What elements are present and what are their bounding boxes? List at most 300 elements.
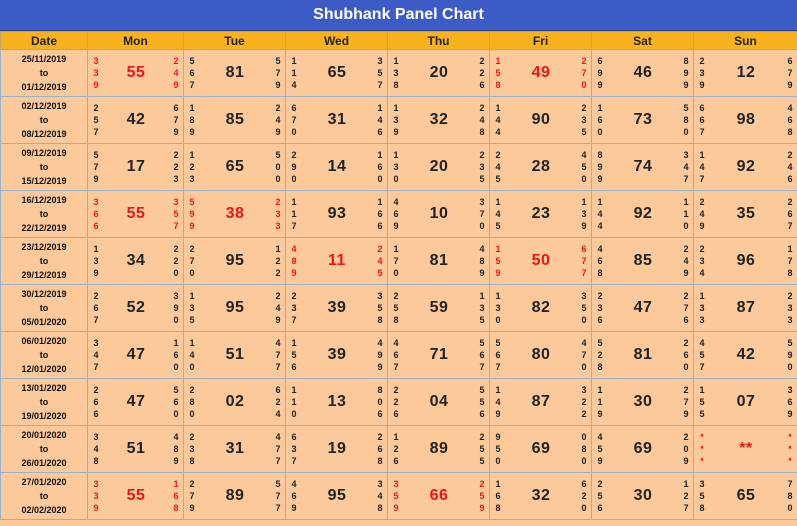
close-panel-digits: [477, 337, 487, 373]
day-cell: [490, 97, 592, 144]
panel-digit: 3: [393, 115, 399, 125]
panel-digit: 5: [275, 56, 281, 66]
week-row: [1, 285, 797, 332]
panel-digit: 2: [189, 162, 195, 172]
date-range: [1, 473, 88, 520]
panel-digit: 8: [683, 56, 689, 66]
date-separator: to: [39, 444, 49, 454]
jodi-number: 34: [126, 252, 146, 269]
panel-digit: 4: [393, 338, 399, 348]
jodi-number: 47: [633, 299, 653, 316]
panel-digit: 4: [291, 80, 297, 90]
panel-digit: 2: [683, 491, 689, 501]
jodi-number: 42: [126, 111, 146, 128]
panel-digit: 2: [581, 397, 587, 407]
panel-digit: 2: [377, 432, 383, 442]
panel-digit: 6: [291, 103, 297, 113]
open-panel-digits: [187, 290, 197, 326]
panel-digit: 3: [93, 432, 99, 442]
jodi-number: 87: [531, 393, 551, 410]
date-to: 05/01/2020: [21, 317, 67, 327]
close-panel-digits: [579, 478, 589, 514]
day-cell: [490, 473, 592, 520]
panel-table: [0, 31, 797, 520]
panel-digit: 0: [189, 268, 195, 278]
close-panel-digits: [579, 196, 589, 232]
open-panel-digits: [91, 149, 101, 185]
day-cell: [694, 426, 797, 473]
panel-digit: 8: [699, 503, 705, 513]
day-cell: [592, 97, 694, 144]
jodi-number: 23: [531, 205, 551, 222]
panel-digit: 3: [393, 479, 399, 489]
panel-digit: 4: [479, 244, 485, 254]
panel-digit: 4: [787, 162, 793, 172]
day-cell: [286, 332, 388, 379]
header-sat: Sat: [592, 32, 694, 50]
panel-digit: 4: [377, 491, 383, 501]
panel-digit: 4: [377, 256, 383, 266]
panel-digit: 6: [93, 303, 99, 313]
panel-digit: 4: [495, 162, 501, 172]
panel-digit: 0: [393, 174, 399, 184]
jodi-number: 71: [429, 346, 449, 363]
jodi-number: 74: [633, 158, 653, 175]
panel-digit: 1: [495, 56, 501, 66]
day-cell: [88, 285, 184, 332]
panel-digit: 3: [479, 162, 485, 172]
panel-digit: 8: [479, 256, 485, 266]
panel-digit: 9: [275, 127, 281, 137]
panel-digit: 9: [597, 80, 603, 90]
day-cell: [184, 285, 286, 332]
panel-digit: 8: [581, 444, 587, 454]
date-separator: to: [39, 209, 49, 219]
day-cell: [184, 238, 286, 285]
close-panel-digits: [477, 478, 487, 514]
panel-digit: 2: [699, 56, 705, 66]
day-cell: [88, 473, 184, 520]
date-separator: to: [39, 162, 49, 172]
panel-digit: 3: [479, 303, 485, 313]
date-separator: to: [39, 256, 49, 266]
jodi-number: 47: [126, 393, 146, 410]
open-panel-digits: [187, 478, 197, 514]
day-cell: [286, 238, 388, 285]
panel-digit: 3: [377, 291, 383, 301]
panel-digit: 7: [275, 350, 281, 360]
panel-digit: 2: [581, 56, 587, 66]
date-from: 30/12/2019: [21, 289, 67, 299]
panel-digit: 2: [581, 103, 587, 113]
panel-digit: 7: [787, 68, 793, 78]
date-to: 08/12/2019: [21, 129, 67, 139]
panel-digit: 3: [189, 174, 195, 184]
panel-digit: 1: [291, 197, 297, 207]
panel-digit: 2: [189, 479, 195, 489]
panel-digit: 2: [683, 385, 689, 395]
open-panel-digits: [187, 431, 197, 467]
open-panel-digits: [187, 196, 197, 232]
panel-digit: 7: [699, 127, 705, 137]
panel-digit: 7: [291, 315, 297, 325]
panel-digit: 3: [581, 291, 587, 301]
jodi-number: 30: [633, 393, 653, 410]
panel-digit: 1: [291, 338, 297, 348]
close-panel-digits: [171, 290, 181, 326]
panel-digit: 4: [597, 221, 603, 231]
panel-digit: 4: [699, 268, 705, 278]
week-row: [1, 144, 797, 191]
panel-digit: 3: [93, 68, 99, 78]
jodi-number: **: [739, 440, 753, 457]
date-to: 15/12/2019: [21, 176, 67, 186]
day-cell: [694, 379, 797, 426]
close-panel-digits: [375, 478, 385, 514]
day-cell: [592, 426, 694, 473]
date-range: [1, 144, 88, 191]
panel-digit: 2: [173, 150, 179, 160]
open-panel-digits: [91, 55, 101, 91]
panel-digit: 3: [93, 491, 99, 501]
panel-digit: 4: [683, 256, 689, 266]
panel-digit: 1: [393, 56, 399, 66]
panel-digit: 0: [377, 174, 383, 184]
jodi-number: 92: [736, 158, 756, 175]
close-panel-digits: [477, 196, 487, 232]
open-panel-digits: [493, 102, 503, 138]
panel-digit: 6: [93, 209, 99, 219]
panel-digit: 5: [479, 338, 485, 348]
panel-digit: 8: [173, 444, 179, 454]
close-panel-digits: [579, 290, 589, 326]
panel-digit: 4: [275, 338, 281, 348]
close-panel-digits: [785, 478, 795, 514]
panel-digit: 3: [787, 315, 793, 325]
panel-digit: 3: [93, 197, 99, 207]
panel-digit: 6: [683, 350, 689, 360]
panel-digit: 9: [787, 350, 793, 360]
jodi-number: 69: [633, 440, 653, 457]
close-panel-digits: [579, 431, 589, 467]
panel-digit: 4: [597, 209, 603, 219]
panel-digit: 3: [189, 303, 195, 313]
panel-digit: 9: [275, 315, 281, 325]
panel-digit: 1: [393, 150, 399, 160]
panel-digit: 0: [189, 409, 195, 419]
panel-digit: 7: [291, 115, 297, 125]
jodi-number: 19: [327, 440, 347, 457]
close-panel-digits: [375, 243, 385, 279]
panel-digit: 5: [479, 456, 485, 466]
week-row: [1, 97, 797, 144]
day-cell: [490, 144, 592, 191]
close-panel-digits: [579, 337, 589, 373]
day-cell: [592, 238, 694, 285]
panel-digit: 5: [377, 303, 383, 313]
open-panel-digits: [91, 384, 101, 420]
open-panel-digits: [493, 149, 503, 185]
close-panel-digits: [681, 149, 691, 185]
day-cell: [388, 97, 490, 144]
jodi-number: 10: [429, 205, 449, 222]
panel-digit: 5: [495, 68, 501, 78]
panel-digit: 0: [377, 397, 383, 407]
panel-digit: 6: [377, 444, 383, 454]
date-from: 09/12/2019: [21, 148, 67, 158]
close-panel-digits: [375, 290, 385, 326]
panel-digit: 1: [597, 197, 603, 207]
date-range: [1, 285, 88, 332]
panel-digit: 5: [479, 444, 485, 454]
date-from: 13/01/2020: [21, 383, 67, 393]
panel-digit: 3: [173, 291, 179, 301]
panel-digit: 6: [581, 479, 587, 489]
panel-digit: 1: [597, 397, 603, 407]
date-separator: to: [39, 303, 49, 313]
panel-digit: 9: [683, 409, 689, 419]
panel-digit: 3: [275, 209, 281, 219]
jodi-number: 92: [633, 205, 653, 222]
panel-digit: 9: [393, 503, 399, 513]
panel-digit: 6: [495, 350, 501, 360]
panel-digit: 6: [581, 244, 587, 254]
close-panel-digits: [681, 290, 691, 326]
panel-digit: 2: [291, 150, 297, 160]
panel-digit: 9: [787, 409, 793, 419]
panel-digit: 3: [683, 150, 689, 160]
panel-digit: 5: [787, 338, 793, 348]
panel-digit: 0: [787, 362, 793, 372]
open-panel-digits: [595, 431, 605, 467]
panel-digit: 5: [597, 444, 603, 454]
open-panel-digits: [595, 384, 605, 420]
date-to: 22/12/2019: [21, 223, 67, 233]
jodi-number: 95: [327, 487, 347, 504]
panel-digit: 8: [787, 268, 793, 278]
close-panel-digits: [477, 55, 487, 91]
panel-digit: 3: [93, 56, 99, 66]
panel-digit: 0: [173, 409, 179, 419]
panel-digit: 9: [393, 221, 399, 231]
panel-digit: 5: [581, 303, 587, 313]
panel-digit: 3: [597, 303, 603, 313]
panel-digit: 2: [787, 197, 793, 207]
close-panel-digits: [477, 149, 487, 185]
panel-digit: 6: [377, 127, 383, 137]
panel-digit: 3: [787, 303, 793, 313]
open-panel-digits: [391, 478, 401, 514]
jodi-number: 81: [633, 346, 653, 363]
jodi-number: 89: [429, 440, 449, 457]
panel-digit: 9: [93, 268, 99, 278]
panel-digit: 4: [581, 338, 587, 348]
date-from: 27/01/2020: [21, 477, 67, 487]
panel-digit: *: [700, 432, 704, 442]
panel-digit: 6: [393, 409, 399, 419]
jodi-number: 39: [327, 346, 347, 363]
panel-digit: 3: [787, 385, 793, 395]
panel-digit: 4: [275, 432, 281, 442]
panel-digit: 2: [93, 385, 99, 395]
panel-digit: 5: [495, 338, 501, 348]
panel-digit: 4: [699, 209, 705, 219]
week-row: [1, 50, 797, 97]
panel-digit: 1: [377, 197, 383, 207]
panel-digit: 8: [189, 456, 195, 466]
panel-digit: 2: [189, 385, 195, 395]
jodi-number: 20: [429, 158, 449, 175]
panel-digit: 5: [189, 197, 195, 207]
panel-digit: 1: [495, 197, 501, 207]
panel-digit: 2: [787, 291, 793, 301]
panel-digit: 0: [683, 444, 689, 454]
panel-digit: 5: [699, 397, 705, 407]
open-panel-digits: [289, 431, 299, 467]
jodi-number: 51: [126, 440, 146, 457]
panel-digit: 0: [291, 127, 297, 137]
open-panel-digits: [697, 431, 707, 467]
close-panel-digits: [273, 102, 283, 138]
panel-digit: 1: [699, 150, 705, 160]
close-panel-digits: [785, 55, 795, 91]
jodi-number: 80: [531, 346, 551, 363]
panel-digit: 6: [787, 115, 793, 125]
close-panel-digits: [579, 55, 589, 91]
open-panel-digits: [289, 337, 299, 373]
panel-digit: 2: [393, 397, 399, 407]
panel-digit: 7: [581, 268, 587, 278]
jodi-number: 50: [531, 252, 551, 269]
panel-digit: 8: [291, 256, 297, 266]
panel-digit: 5: [93, 150, 99, 160]
date-separator: to: [39, 68, 49, 78]
open-panel-digits: [391, 149, 401, 185]
jodi-number: 31: [225, 440, 245, 457]
day-cell: [694, 191, 797, 238]
open-panel-digits: [697, 196, 707, 232]
panel-digit: 3: [393, 68, 399, 78]
panel-digit: 5: [581, 127, 587, 137]
panel-digit: 5: [699, 409, 705, 419]
panel-digit: 8: [683, 115, 689, 125]
jodi-number: 13: [327, 393, 347, 410]
jodi-number: 52: [126, 299, 146, 316]
panel-digit: 9: [683, 68, 689, 78]
jodi-number: 39: [327, 299, 347, 316]
panel-digit: 4: [597, 432, 603, 442]
day-cell: [694, 97, 797, 144]
panel-digit: 0: [275, 174, 281, 184]
panel-digit: 1: [393, 103, 399, 113]
day-cell: [388, 426, 490, 473]
panel-digit: 9: [291, 162, 297, 172]
panel-digit: 0: [173, 315, 179, 325]
panel-digit: 7: [581, 350, 587, 360]
panel-digit: 5: [581, 162, 587, 172]
panel-digit: 2: [699, 244, 705, 254]
date-range: [1, 238, 88, 285]
jodi-number: 28: [531, 158, 551, 175]
panel-digit: 6: [291, 491, 297, 501]
jodi-number: 65: [736, 487, 756, 504]
header-row: [1, 32, 797, 50]
day-cell: [184, 426, 286, 473]
close-panel-digits: [579, 149, 589, 185]
panel-digit: 2: [479, 103, 485, 113]
panel-digit: 7: [479, 362, 485, 372]
day-cell: [592, 332, 694, 379]
panel-digit: 9: [393, 127, 399, 137]
panel-digit: 2: [93, 291, 99, 301]
jodi-number: 90: [531, 111, 551, 128]
panel-digit: 8: [377, 385, 383, 395]
close-panel-digits: [477, 384, 487, 420]
panel-digit: 3: [581, 209, 587, 219]
panel-digit: 2: [291, 291, 297, 301]
open-panel-digits: [697, 243, 707, 279]
panel-digit: 7: [291, 456, 297, 466]
panel-digit: 6: [597, 56, 603, 66]
panel-digit: 5: [479, 491, 485, 501]
open-panel-digits: [187, 243, 197, 279]
week-row: [1, 426, 797, 473]
week-row: [1, 332, 797, 379]
close-panel-digits: [273, 290, 283, 326]
panel-digit: 7: [275, 456, 281, 466]
jodi-number: 55: [126, 205, 146, 222]
panel-digit: 9: [93, 174, 99, 184]
close-panel-digits: [273, 431, 283, 467]
panel-digit: 3: [581, 385, 587, 395]
open-panel-digits: [493, 196, 503, 232]
jodi-number: 31: [327, 111, 347, 128]
panel-digit: 6: [787, 56, 793, 66]
panel-digit: 1: [173, 479, 179, 489]
panel-digit: 9: [189, 127, 195, 137]
week-row: [1, 238, 797, 285]
panel-digit: 3: [699, 315, 705, 325]
panel-digit: 6: [699, 103, 705, 113]
panel-digit: 6: [93, 221, 99, 231]
date-to: 02/02/2020: [21, 505, 67, 515]
day-cell: [490, 50, 592, 97]
jodi-number: 66: [429, 487, 449, 504]
jodi-number: 04: [429, 393, 449, 410]
panel-digit: 7: [683, 174, 689, 184]
date-range: [1, 379, 88, 426]
panel-digit: 8: [495, 80, 501, 90]
panel-digit: 0: [787, 503, 793, 513]
panel-digit: 1: [495, 103, 501, 113]
panel-digit: 0: [581, 80, 587, 90]
panel-digit: 7: [699, 362, 705, 372]
panel-digit: 5: [479, 397, 485, 407]
panel-digit: 5: [597, 338, 603, 348]
panel-digit: 3: [377, 479, 383, 489]
panel-digit: 3: [291, 303, 297, 313]
panel-digit: 2: [393, 385, 399, 395]
panel-digit: 7: [173, 115, 179, 125]
panel-digit: 4: [93, 350, 99, 360]
panel-digit: 4: [479, 115, 485, 125]
day-cell: [490, 238, 592, 285]
panel-digit: 9: [683, 456, 689, 466]
open-panel-digits: [493, 290, 503, 326]
day-cell: [490, 426, 592, 473]
close-panel-digits: [273, 196, 283, 232]
date-from: 20/01/2020: [21, 430, 67, 440]
